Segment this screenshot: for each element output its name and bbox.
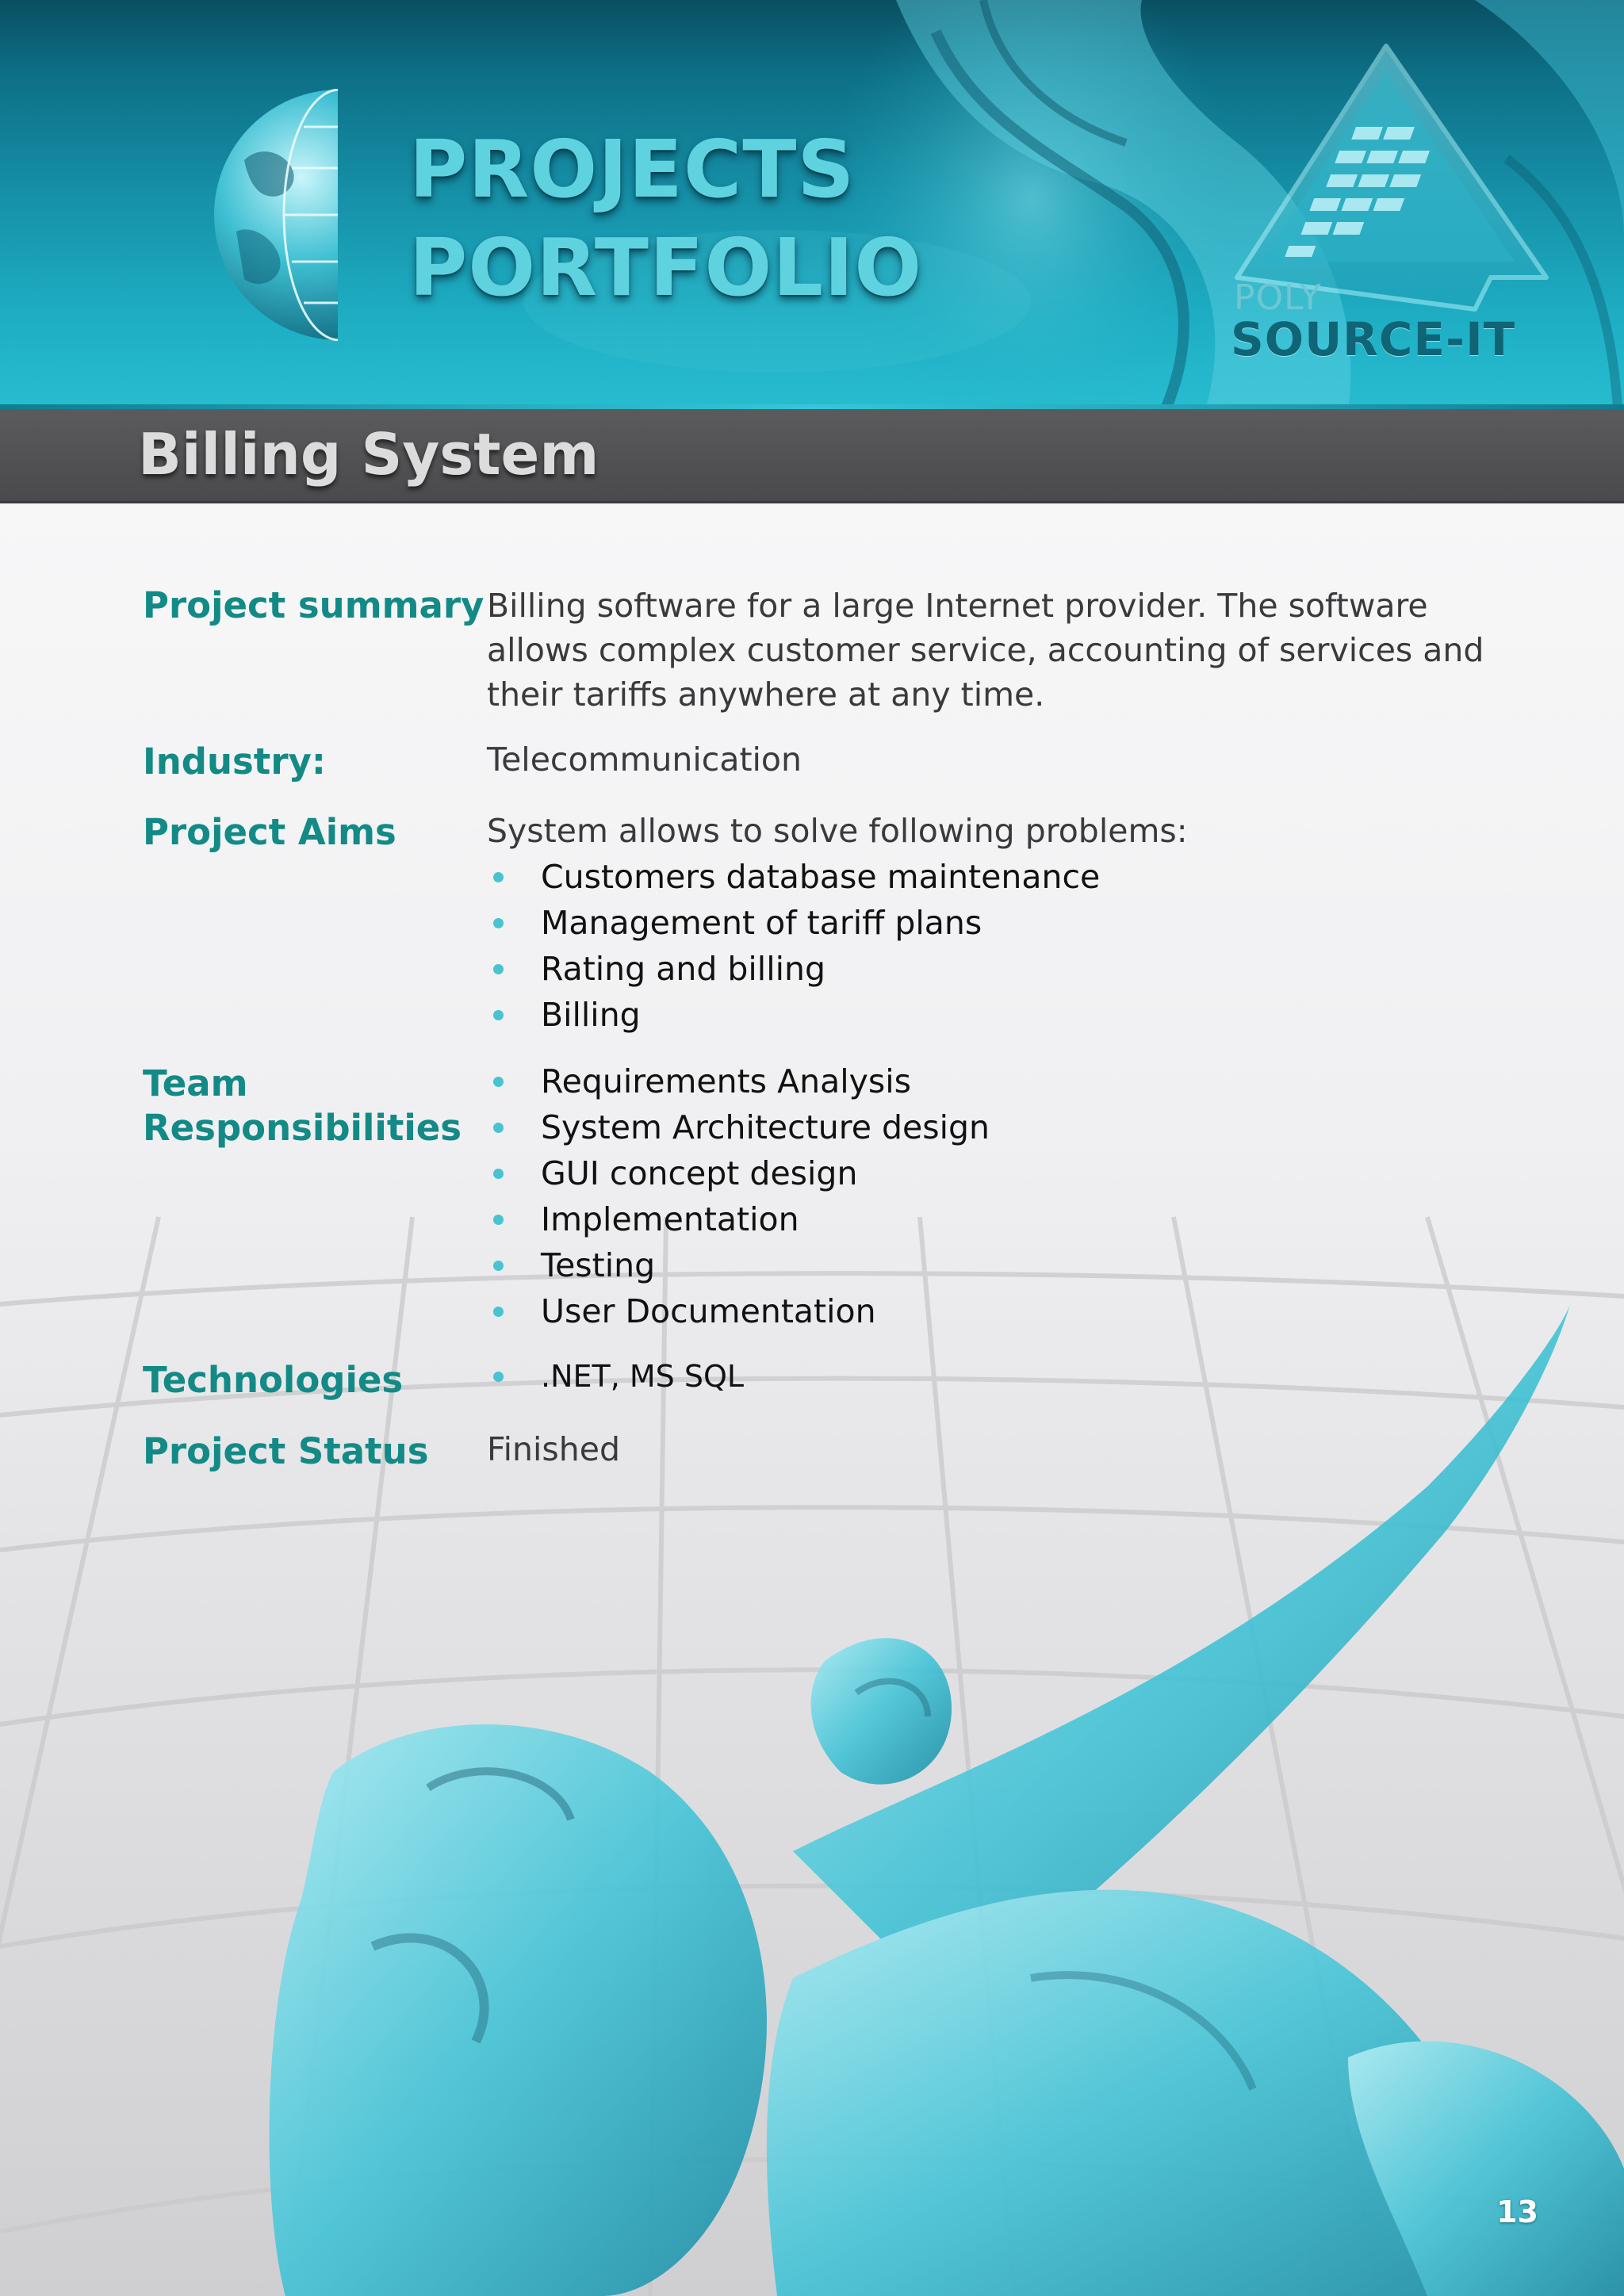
list-item <box>487 1104 990 1150</box>
bullet-icon <box>493 964 504 974</box>
logo-text-poly: POLY <box>1234 277 1322 318</box>
value-project-status: Finished <box>487 1430 620 1468</box>
bullet-icon <box>493 1123 504 1133</box>
label-team-responsibilities <box>143 1062 462 1150</box>
logo-text-source-it: SOURCE-IT <box>1231 312 1516 366</box>
list-item-text: User Documentation <box>541 1292 876 1330</box>
bullet-icon <box>493 1307 504 1317</box>
bullet-icon <box>493 872 504 882</box>
bullet-icon <box>493 918 504 928</box>
list-item-text: System Architecture design <box>541 1108 990 1146</box>
label-team-line2: Responsibilities <box>143 1107 462 1149</box>
list-item <box>487 992 1100 1038</box>
label-industry: Industry: <box>143 740 326 783</box>
list-item <box>487 1150 990 1196</box>
label-project-summary: Project summary <box>143 584 485 626</box>
list-item <box>487 854 1100 900</box>
list-item <box>487 1196 990 1242</box>
list-item-text: Testing <box>541 1246 656 1284</box>
value-industry: Telecommunication <box>487 740 802 779</box>
list-item-text: Requirements Analysis <box>541 1062 911 1100</box>
list-item <box>487 1058 990 1104</box>
label-team-line1: Team <box>143 1062 248 1104</box>
label-project-aims: Project Aims <box>143 811 396 853</box>
title-line-1: PROJECTS <box>409 123 856 216</box>
label-project-status: Project Status <box>143 1430 429 1472</box>
list-item <box>487 900 1100 946</box>
header-banner <box>0 0 1624 409</box>
page-number: 13 <box>1496 2195 1538 2229</box>
list-item-text: Billing <box>541 996 641 1034</box>
list-item-text: Implementation <box>541 1200 799 1238</box>
bullet-icon <box>493 1261 504 1271</box>
globe-icon <box>213 89 338 341</box>
list-item-text: GUI concept design <box>541 1154 858 1192</box>
bullet-icon <box>493 1372 504 1382</box>
list-item-text: .NET, MS SQL <box>541 1359 745 1394</box>
list-item-text: Rating and billing <box>541 950 825 988</box>
value-project-summary: Billing software for a large Internet provider. The software allows complex customer service, accounting of services and their tariffs anywhere at any time. <box>487 587 1484 714</box>
list-item <box>487 1353 744 1399</box>
aims-list <box>487 854 1100 1038</box>
portfolio-title <box>409 121 922 317</box>
list-item <box>487 946 1100 992</box>
title-line-2: PORTFOLIO <box>409 221 923 314</box>
bullet-icon <box>493 1077 504 1087</box>
bullet-icon <box>493 1010 504 1020</box>
bullet-icon <box>493 1215 504 1225</box>
label-technologies: Technologies <box>143 1359 404 1401</box>
bullet-icon <box>493 1169 504 1179</box>
team-list <box>487 1058 990 1334</box>
technologies-list <box>487 1353 744 1399</box>
list-item-text: Management of tariff plans <box>541 904 982 942</box>
value-aims-intro: System allows to solve following problems: <box>487 812 1188 850</box>
list-item-text: Customers database maintenance <box>541 858 1101 896</box>
section-title: Billing System <box>138 421 599 488</box>
list-item <box>487 1242 990 1288</box>
list-item <box>487 1288 990 1334</box>
